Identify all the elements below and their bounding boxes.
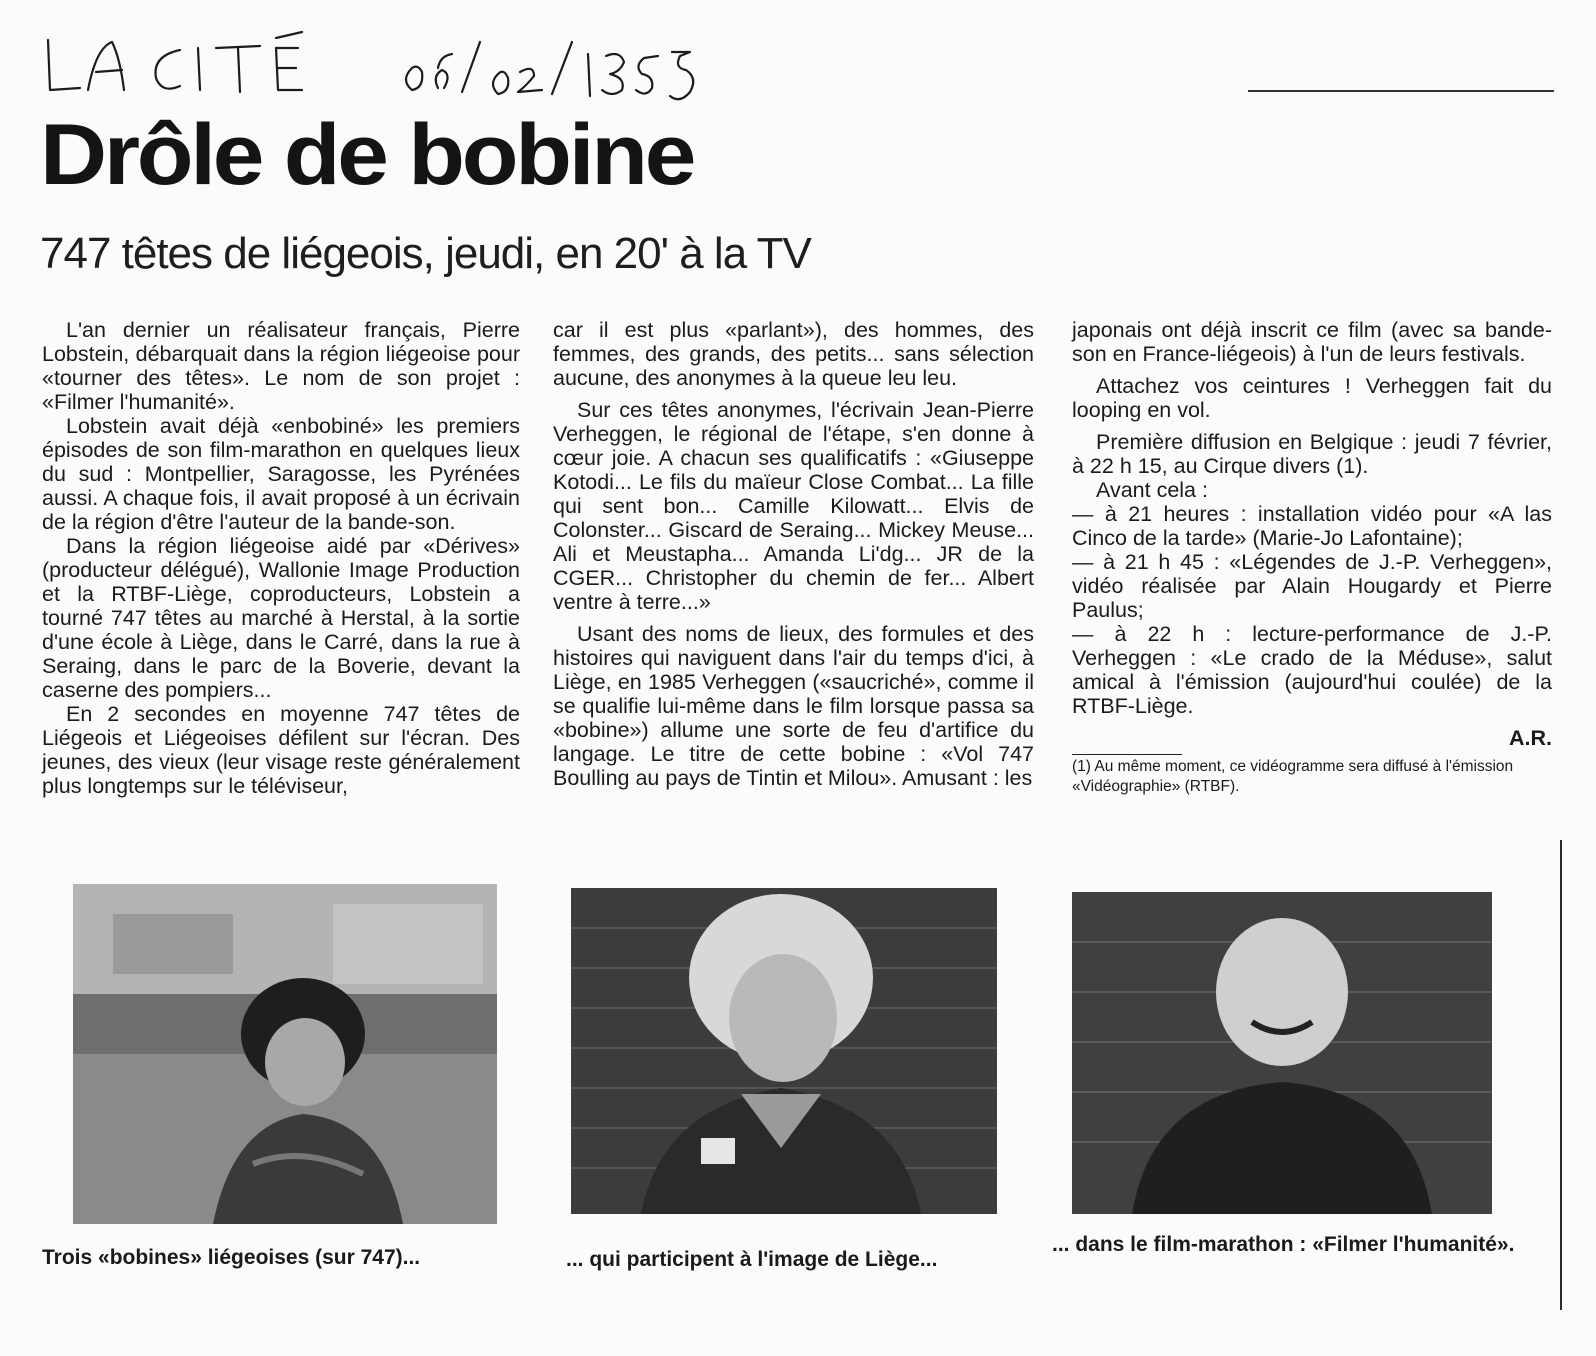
top-rule (1248, 90, 1554, 92)
article-column-1 (42, 318, 520, 798)
paragraph: Avant cela : (1096, 478, 1208, 502)
photo-1 (73, 884, 497, 1224)
caption-2: ... qui participent à l'image de Liège... (566, 1248, 938, 1271)
headline: Drôle de bobine (40, 107, 694, 203)
paragraph: Dans la région liégeoise aidé par «Dérives» (producteur délégué), Wallonie Image Production et la RTBF-Liège, coproducteurs, Lobstein a tourné 747 têtes au marché à Herstal, à la sortie d'une école à Liège, dans le Carré, dans la rue à Seraing, dans le parc de la Boverie, devant la caserne des pompiers... (42, 534, 520, 702)
paragraph: Attachez vos ceintures ! Verheggen fait du looping en vol. (1072, 374, 1552, 422)
portrait-1-image (73, 884, 497, 1224)
schedule-item: — à 21 h 45 : «Légendes de J.-P. Verheggen», vidéo réalisée par Alain Hougardy et Pierre Paulus; (1072, 550, 1552, 622)
paragraph: En 2 secondes en moyenne 747 têtes de Liégeois et Liégeoises défilent sur l'écran. Des jeunes, des vieux (leur visage reste généralement plus longtemps sur le téléviseur, (42, 702, 520, 798)
handwritten-annotation (40, 28, 760, 118)
paragraph: L'an dernier un réalisateur français, Pierre Lobstein, débarquait dans la région liégeoise pour «tourner des têtes». Le nom de son projet : «Filmer l'humanité». (42, 318, 520, 414)
column-rule (1560, 840, 1562, 1310)
caption-3: ... dans le film-marathon : «Filmer l'humanité». (1052, 1233, 1515, 1256)
paragraph: car il est plus «parlant»), des hommes, des femmes, des grands, des petits... sans sélection aucune, des anonymes à la queue leu leu. (553, 318, 1034, 390)
handwritten-date-note (40, 28, 760, 118)
article-column-2 (553, 318, 1034, 790)
photo-2 (571, 888, 997, 1214)
portrait-3-image (1072, 892, 1492, 1214)
paragraph: Sur ces têtes anonymes, l'écrivain Jean-Pierre Verheggen, le régional de l'étape, s'en donne à cœur joie. A chacun ses qualificatifs : «Giuseppe Kotodi... Le fils du maïeur Close Combat... La fille qui sent bon... Camille Kilowatt... Elvis de Colonster... Giscard de Seraing... Mickey Meuse... Ali et Meustapha... Amanda Li'dg... JR de la CGER... Christopher du chemin de fer... Albert ventre à terre...» (553, 398, 1034, 614)
paragraph: japonais ont déjà inscrit ce film (avec sa bande-son en France-liégeois) à l'un de leurs festivals. (1072, 318, 1552, 366)
schedule-item: — à 21 heures : installation vidéo pour «A las Cinco de la tarde» (Marie-Jo Lafontaine); (1072, 502, 1552, 550)
caption-1: Trois «bobines» liégeoises (sur 747)... (42, 1246, 421, 1269)
subheadline: 747 têtes de liégeois, jeudi, en 20' à la TV (40, 229, 811, 278)
footnote: (1) Au même moment, ce vidéogramme sera diffusé à l'émission «Vidéographie» (RTBF). (1072, 758, 1514, 795)
schedule-item: — à 22 h : lecture-performance de J.-P. Verheggen : «Le crado de la Méduse», salut amical à l'émission (aujourd'hui coulée) de la RTBF-Liège. (1072, 622, 1552, 718)
footnote-divider (1072, 754, 1182, 755)
article-column-3 (1072, 318, 1552, 797)
author-signature: A.R. (1509, 726, 1552, 750)
paragraph: Première diffusion en Belgique : jeudi 7 février, à 22 h 15, au Cirque divers (1). (1072, 430, 1552, 478)
portrait-2-image (571, 888, 997, 1214)
paragraph: Lobstein avait déjà «enbobiné» les premiers épisodes de son film-marathon en quelques lieux du sud : Montpellier, Saragosse, les Pyrénées aussi. A chaque fois, il avait proposé à un écrivain de la région d'être l'auteur de la bande-son. (42, 414, 520, 534)
photo-3 (1072, 892, 1492, 1214)
paragraph: Usant des noms de lieux, des formules et des histoires qui naviguent dans l'air du temps d'ici, à Liège, en 1985 Verheggen («saucriché», comme il se qualifie lui-même dans le film lorsque passa sa «bobine») allume une sorte de feu d'artifice du langage. Le titre de cette bobine : «Vol 747 Boulling au pays de Tintin et Milou». Amusant : les (553, 622, 1034, 790)
